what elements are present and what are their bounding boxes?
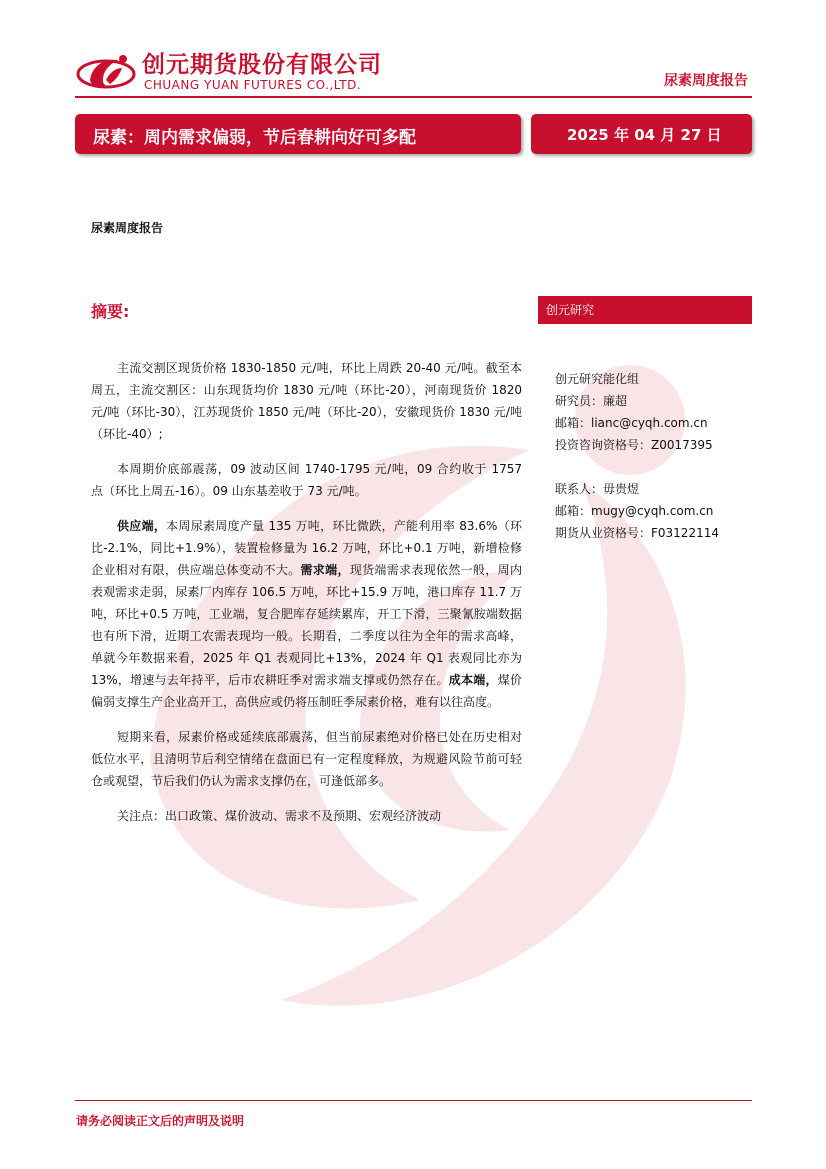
footer-disclaimer: 请务必阅读正文后的声明及说明 [76, 1114, 245, 1128]
abstract-heading: 摘要: [91, 302, 130, 321]
paragraph-futures-price: 本周期价底部震荡，09 波动区间 1740-1795 元/吨，09 合约收于 1757 点（环比上周五-16）。09 山东基差收于 73 元/吨。 [91, 462, 522, 498]
report-title: 尿素：周内需求偏弱，节后春耕向好可多配 [93, 128, 416, 148]
label-supply: 供应端， [117, 519, 167, 533]
abstract-body [91, 357, 522, 840]
sidebar-researcher: 研究员：廉超 [555, 394, 628, 408]
sidebar-heading: 创元研究 [546, 303, 595, 317]
text-supply: 本周尿素周度产量 135 万吨，环比微跌，产能利用率 83.6%（环比-2.1%，同比+1.9%），装置检修量为 16.2 万吨，环比+0.1 万吨，新增检修企业相对有限，供应端总体变动不大。 [91, 519, 522, 577]
header-divider [75, 96, 752, 98]
date-banner [531, 114, 752, 154]
header-report-type: 尿素周度报告 [664, 73, 748, 89]
paragraph-spot-price: 主流交割区现货价格 1830-1850 元/吨，环比上周跌 20-40 元/吨。截至本周五，主流交割区：山东现货均价 1830 元/吨（环比-20），河南现货价 1820 元/吨（环比-30），江苏现货价 1850 元/吨（环比-20），安徽现货价 1830 元/吨（环比-40）; [91, 361, 522, 441]
report-date: 2025 年 04 月 27 日 [567, 126, 722, 144]
company-name-cn: 创元期货股份有限公司 [142, 52, 382, 78]
paragraph-outlook: 短期来看，尿素价格或延续底部震荡，但当前尿素绝对价格已处在历史相对低位水平，且清明节后利空情绪在盘面已有一定程度释放，为规避风险节前可轻仓或观望，节后我们仍认为需求支撑仍在，可逢低部多。 [91, 730, 522, 788]
company-name-en: CHUANG YUAN FUTURES CO.,LTD. [144, 78, 362, 92]
sidebar-heading-bar [538, 296, 752, 324]
paragraph-fundamentals [91, 515, 522, 713]
paragraph-focus-points: 关注点：出口政策、煤价波动、需求不及预期、宏观经济波动 [117, 809, 442, 823]
label-demand: 需求端， [300, 563, 350, 577]
text-cost: 煤价偏弱支撑生产企业高开工，高供应或仍将压制旺季尿素价格，难有以往高度。 [91, 673, 522, 709]
company-logo-icon [76, 50, 136, 90]
text-demand: 现货端需求表现依然一般，周内表观需求走弱，尿素厂内库存 106.5 万吨，环比+15.9 万吨，港口库存 11.7 万吨，环比+0.5 万吨，工业端，复合肥库存延续累库，开工下滑，三聚氰胺端数据也有所下滑，近期工农需表现均一般。长期看，二季度以往为全年的需求高峰，单就今年数据来看，2025 年 Q1 表观同比+13%，2024 年 Q1 表观同比亦为 13%，增速与去年持平，后市农耕旺季对需求端支撑或仍然存在。 [91, 563, 522, 687]
title-banner [75, 114, 521, 154]
footer-divider [75, 1100, 752, 1101]
sidebar-contact-license: 期货从业资格号：F03122114 [555, 526, 719, 540]
sidebar-team: 创元研究能化组 [555, 372, 640, 386]
sidebar-researcher-license: 投资咨询资格号：Z0017395 [555, 438, 713, 452]
report-subtitle: 尿素周度报告 [91, 221, 164, 235]
label-cost: 成本端， [448, 673, 498, 687]
sidebar-contact: 联系人：毋贵煜 [555, 482, 640, 496]
sidebar-contact-email: 邮箱：mugy@cyqh.com.cn [555, 504, 714, 518]
sidebar-researcher-email: 邮箱：lianc@cyqh.com.cn [555, 416, 708, 430]
